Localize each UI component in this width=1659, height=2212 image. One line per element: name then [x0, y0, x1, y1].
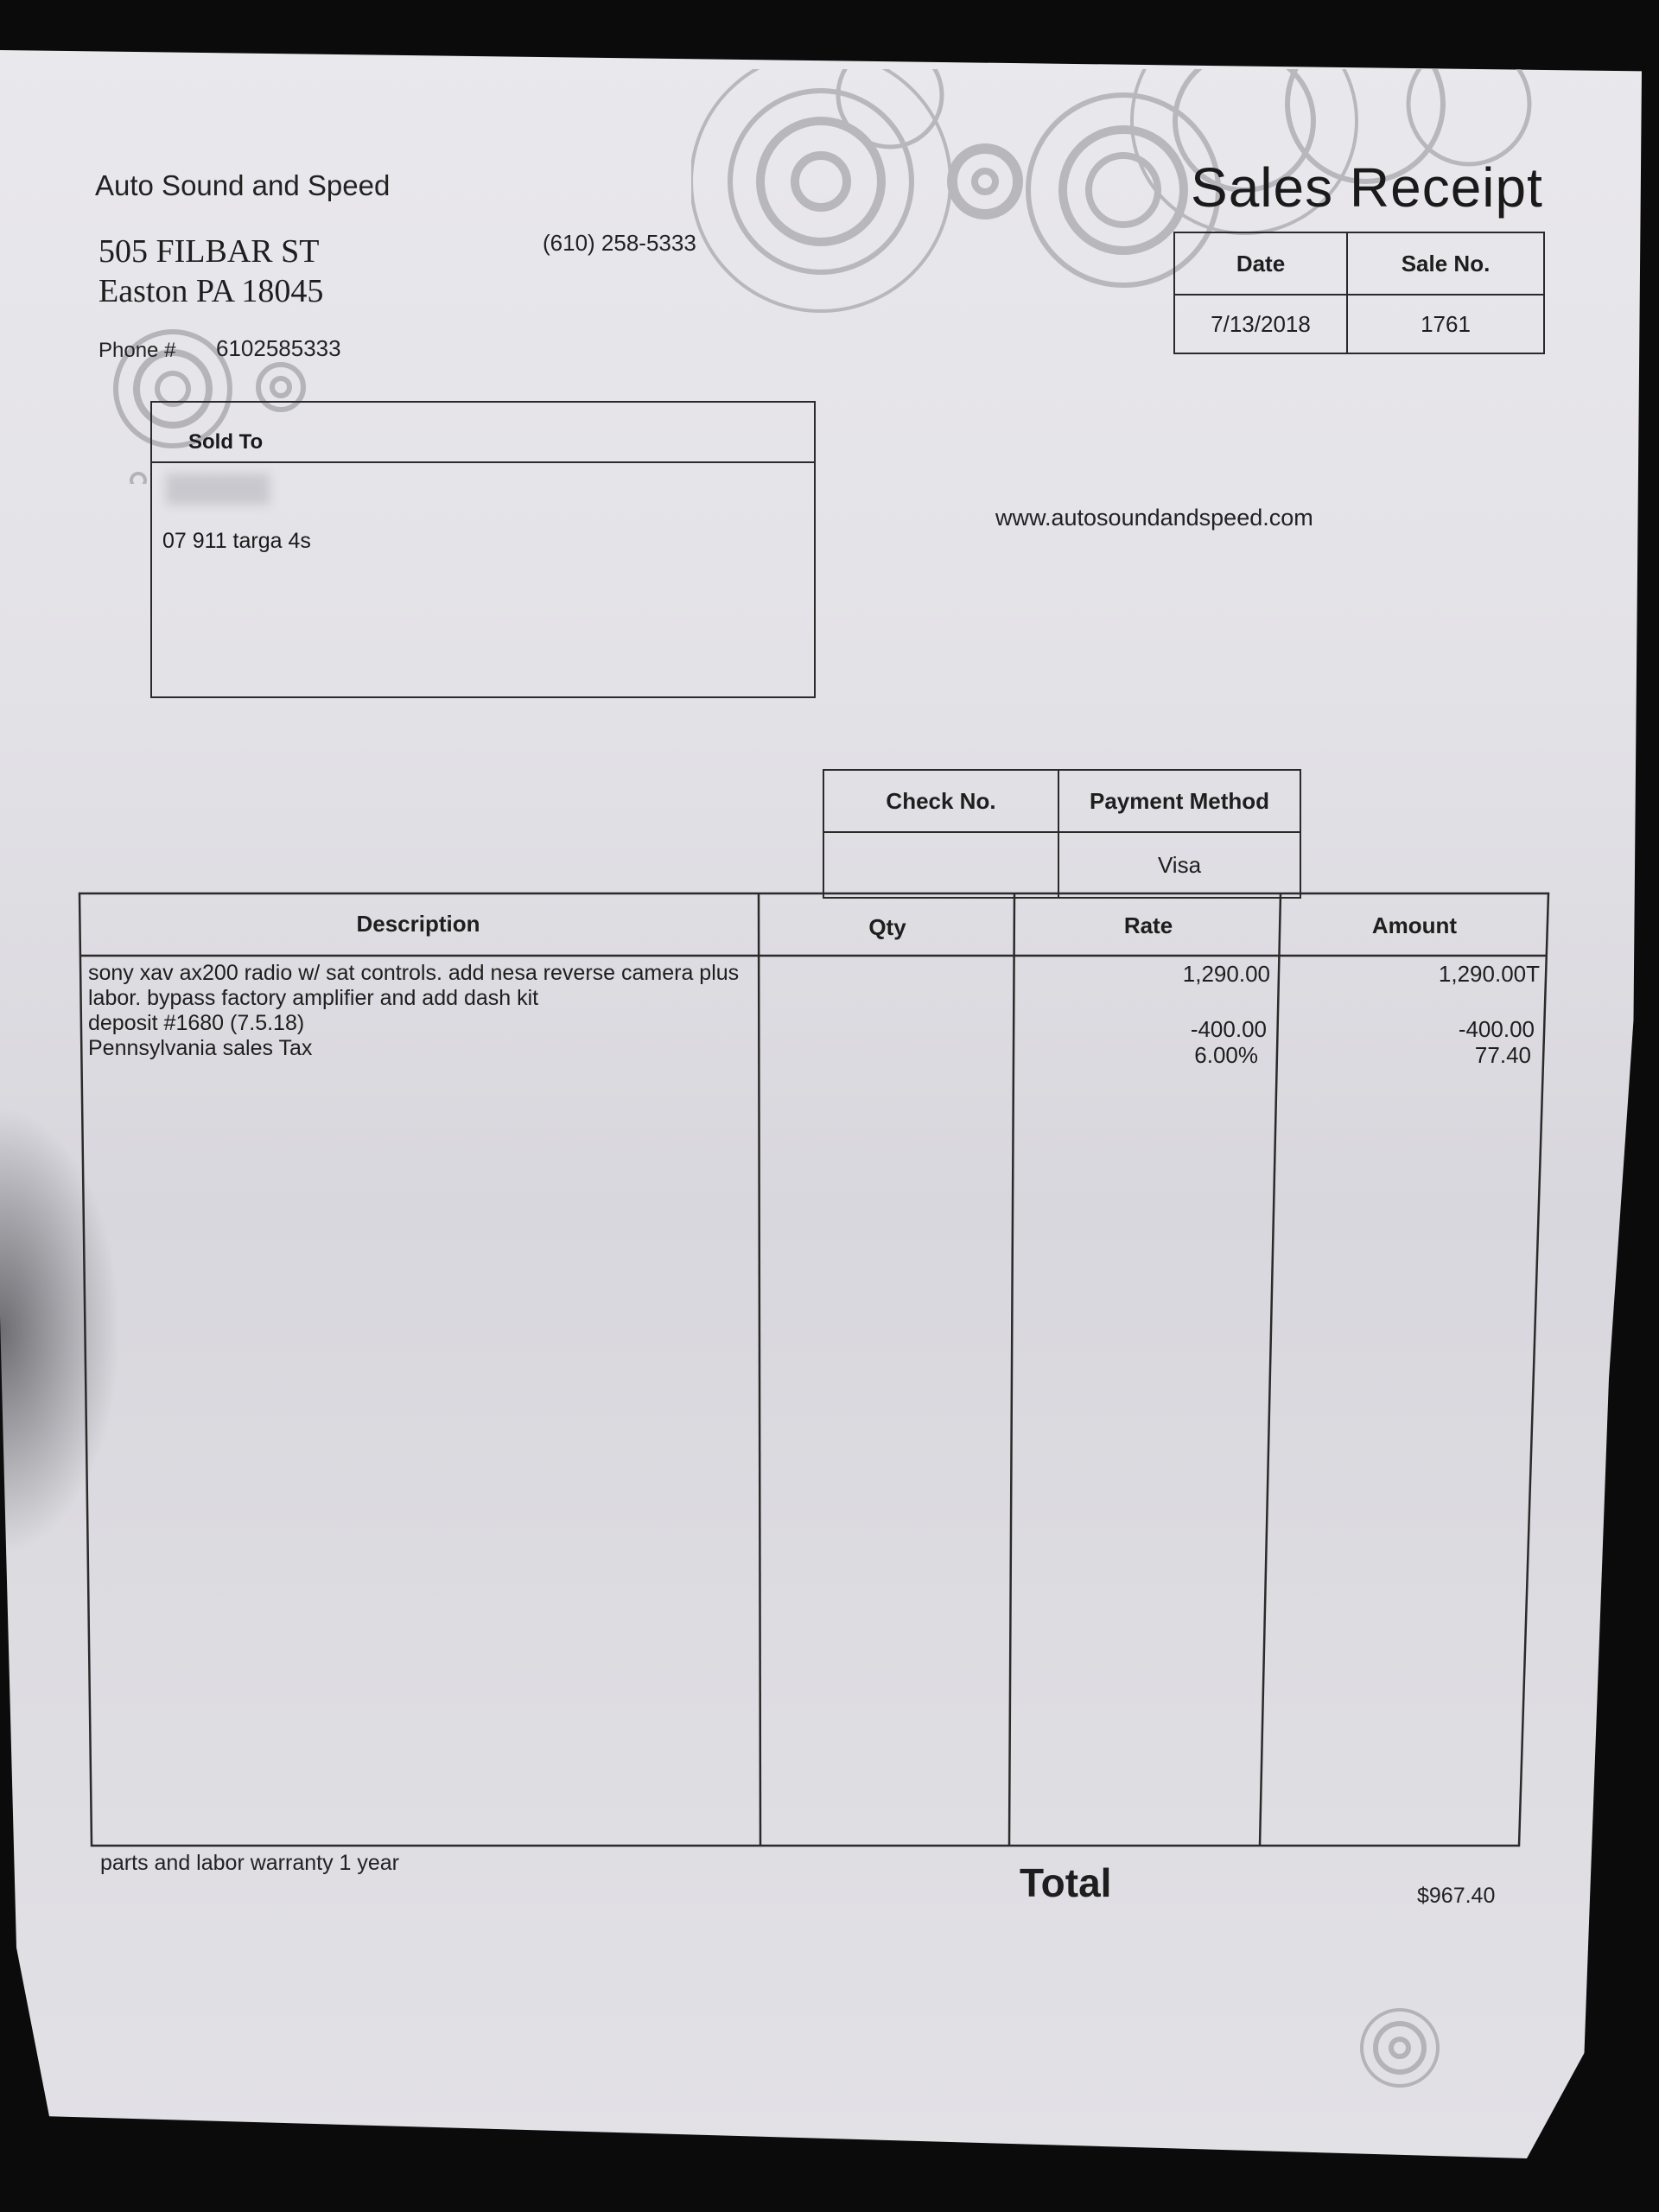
- sold-to-label: Sold To: [188, 430, 264, 454]
- total-value: $967.40: [1417, 1884, 1496, 1908]
- amount-header: Amount: [1371, 912, 1458, 938]
- redacted-customer-name: [166, 474, 270, 505]
- address-line-2: Easton PA 18045: [99, 273, 324, 309]
- sale-no-header: Sale No.: [1401, 250, 1491, 276]
- total-label: Total: [1020, 1860, 1112, 1905]
- description-line-3: deposit #1680 (7.5.18): [88, 1011, 305, 1035]
- rate-2: -400.00: [1190, 1016, 1267, 1042]
- description-header: Description: [356, 910, 480, 937]
- website-url: www.autosoundandspeed.com: [995, 505, 1313, 531]
- phone-value: 6102585333: [216, 335, 341, 361]
- description-line-1: sony xav ax200 radio w/ sat controls. add nesa reverse camera plus: [88, 961, 740, 985]
- warranty-note: parts and labor warranty 1 year: [100, 1851, 400, 1875]
- description-line-2: labor. bypass factory amplifier and add dash kit: [88, 986, 539, 1010]
- company-phone: (610) 258-5333: [543, 230, 696, 256]
- rate-1: 1,290.00: [1182, 961, 1270, 987]
- decorative-circles-bottom: [1348, 2005, 1452, 2108]
- date-value: 7/13/2018: [1211, 310, 1311, 337]
- sold-to-vehicle: 07 911 targa 4s: [162, 529, 311, 553]
- amount-2: -400.00: [1458, 1016, 1535, 1042]
- amount-3: 77.40: [1474, 1042, 1531, 1068]
- description-line-4: Pennsylvania sales Tax: [88, 1036, 313, 1060]
- sale-no-value: 1761: [1421, 310, 1471, 337]
- date-sale-box: [1173, 232, 1545, 354]
- qty-header: Qty: [868, 913, 906, 940]
- phone-label: Phone #: [99, 339, 176, 362]
- description-cell: [88, 961, 753, 1061]
- rate-3: 6.00%: [1194, 1042, 1258, 1068]
- rate-header: Rate: [1123, 912, 1173, 938]
- payment-method-value: Visa: [1157, 851, 1202, 878]
- payment-box: [823, 769, 1301, 899]
- check-no-value: [824, 833, 1058, 897]
- page-title: Sales Receipt: [1191, 156, 1543, 219]
- address-line-1: 505 FILBAR ST: [99, 233, 320, 270]
- sold-to-box: [150, 401, 816, 698]
- amount-1: 1,290.00T: [1438, 961, 1540, 987]
- items-table: [78, 892, 1550, 1849]
- date-header: Date: [1236, 250, 1286, 276]
- check-no-header: Check No.: [886, 787, 996, 814]
- company-name: Auto Sound and Speed: [95, 169, 391, 201]
- company-address: [99, 232, 323, 311]
- payment-method-header: Payment Method: [1089, 787, 1270, 814]
